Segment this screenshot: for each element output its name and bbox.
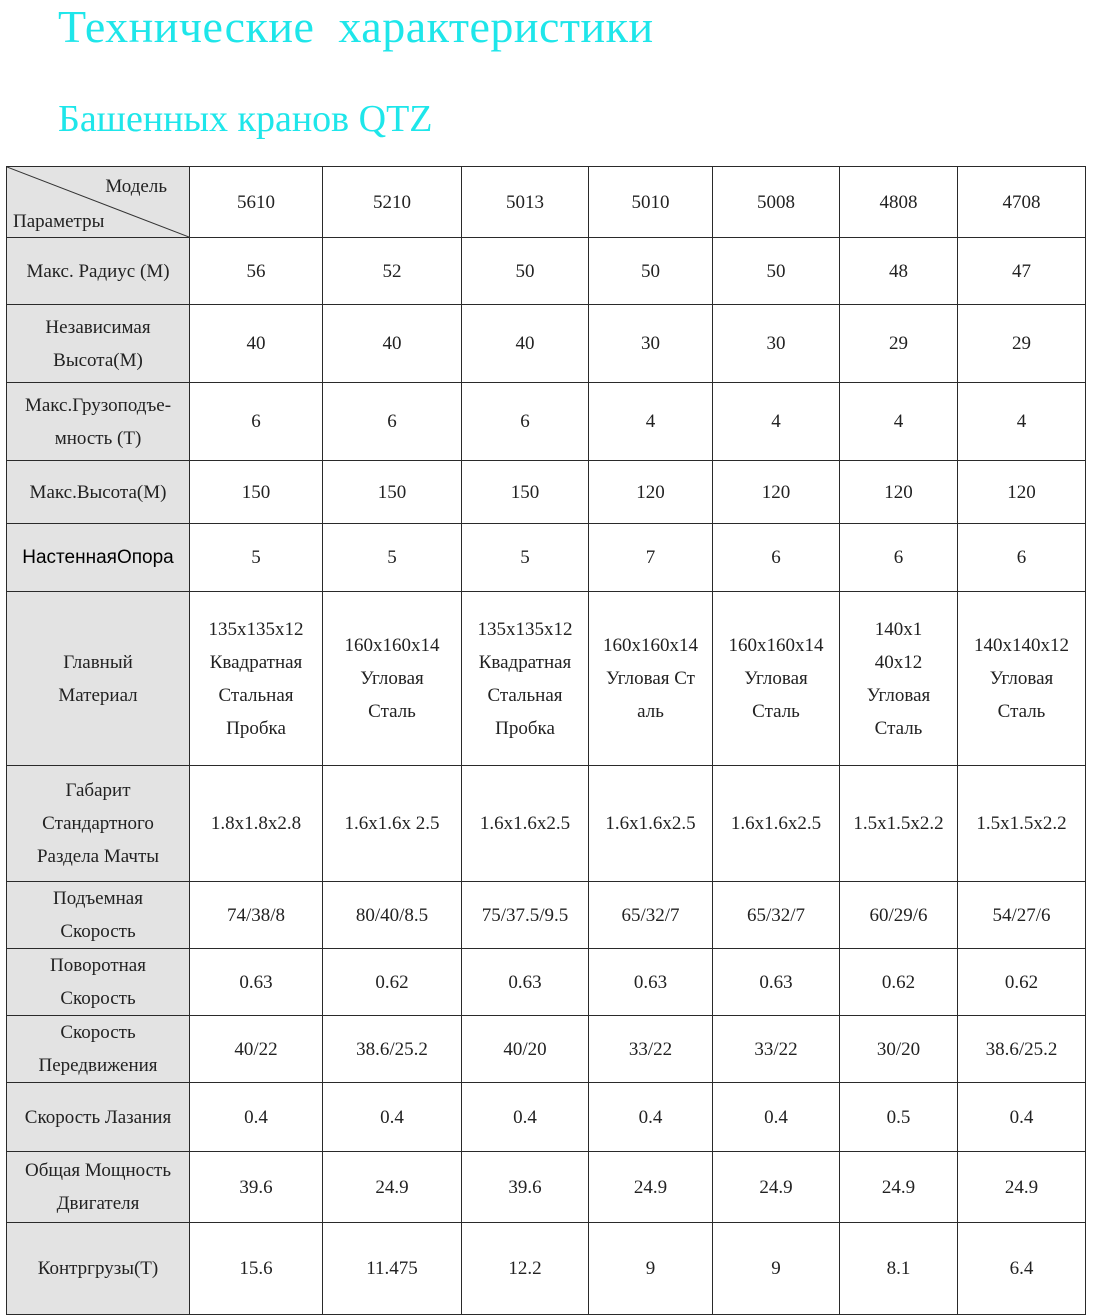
table-cell: 40/20 [462,1016,589,1083]
table-cell: 40 [323,305,462,383]
table-cell: 24.9 [840,1152,958,1223]
corner-params-label: Параметры [13,211,105,232]
table-cell: 80/40/8.5 [323,882,462,949]
table-cell: 0.4 [462,1083,589,1152]
table-cell: 40 [462,305,589,383]
table-cell: 160x160x14 Угловая Ст аль [589,592,713,766]
table-cell: 6 [840,524,958,592]
table-cell: 150 [462,461,589,524]
table-cell: 140x140x12 Угловая Сталь [958,592,1086,766]
table-cell: 6 [323,383,462,461]
table-cell: 150 [323,461,462,524]
table-row [7,592,1086,766]
table-cell: 65/32/7 [589,882,713,949]
table-cell: 135x135x12 Квадратная Стальная Пробка [190,592,323,766]
param-label: Макс. Радиус (М) [7,238,190,305]
table-row [7,461,1086,524]
param-label: Скорость Лазания [7,1083,190,1152]
model-header: 4708 [958,167,1086,238]
table-row [7,238,1086,305]
table-cell: 140x1 40x12 Угловая Сталь [840,592,958,766]
table-cell: 120 [958,461,1086,524]
table-cell: 1.6x1.6x2.5 [713,766,840,882]
table-cell: 30 [589,305,713,383]
corner-cell [7,167,190,238]
table-cell: 0.4 [713,1083,840,1152]
table-cell: 0.62 [323,949,462,1016]
table-cell: 0.4 [323,1083,462,1152]
table-cell: 0.62 [958,949,1086,1016]
table-cell: 48 [840,238,958,305]
table-cell: 1.6x1.6x2.5 [589,766,713,882]
table-cell: 50 [713,238,840,305]
table-cell: 135x135x12 Квадратная Стальная Пробка [462,592,589,766]
param-label: Независимая Высота(М) [7,305,190,383]
table-cell: 4 [840,383,958,461]
table-cell: 47 [958,238,1086,305]
table-cell: 39.6 [462,1152,589,1223]
table-row [7,305,1086,383]
table-cell: 54/27/6 [958,882,1086,949]
table-cell: 24.9 [713,1152,840,1223]
table-cell: 11.475 [323,1223,462,1315]
table-cell: 6 [958,524,1086,592]
table-cell: 38.6/25.2 [323,1016,462,1083]
table-cell: 24.9 [958,1152,1086,1223]
table-row [7,882,1086,949]
param-label: НастеннаяОпора [7,524,190,592]
table-cell: 65/32/7 [713,882,840,949]
table-cell: 160x160x14 Угловая Сталь [713,592,840,766]
table-cell: 50 [589,238,713,305]
table-row [7,383,1086,461]
table-cell: 0.63 [190,949,323,1016]
table-cell: 39.6 [190,1152,323,1223]
model-header: 4808 [840,167,958,238]
table-cell: 24.9 [323,1152,462,1223]
table-cell: 9 [589,1223,713,1315]
table-cell: 6.4 [958,1223,1086,1315]
table-cell: 74/38/8 [190,882,323,949]
table-cell: 0.5 [840,1083,958,1152]
table-cell: 24.9 [589,1152,713,1223]
table-cell: 30 [713,305,840,383]
table-cell: 33/22 [589,1016,713,1083]
table-cell: 33/22 [713,1016,840,1083]
table-cell: 0.63 [462,949,589,1016]
table-cell: 6 [190,383,323,461]
table-cell: 8.1 [840,1223,958,1315]
header-row [7,167,1086,238]
param-label: Главный Материал [7,592,190,766]
page-subtitle: Башенных кранов QTZ [58,98,433,140]
table-cell: 40/22 [190,1016,323,1083]
table-row [7,766,1086,882]
table-row [7,1223,1086,1315]
table-row [7,1152,1086,1223]
table-cell: 5 [462,524,589,592]
table-cell: 4 [589,383,713,461]
table-cell: 29 [840,305,958,383]
table-cell: 1.5x1.5x2.2 [840,766,958,882]
corner-model-label: Модель [105,176,167,197]
param-label: Скорость Передвижения [7,1016,190,1083]
table-cell: 6 [713,524,840,592]
table-cell: 160x160x14 Угловая Сталь [323,592,462,766]
table-cell: 4 [713,383,840,461]
table-cell: 30/20 [840,1016,958,1083]
table-cell: 4 [958,383,1086,461]
param-label: Макс.Высота(М) [7,461,190,524]
table-cell: 29 [958,305,1086,383]
table-cell: 15.6 [190,1223,323,1315]
specs-table [6,166,1086,1315]
model-header: 5210 [323,167,462,238]
table-row [7,1016,1086,1083]
table-cell: 120 [713,461,840,524]
model-header: 5610 [190,167,323,238]
table-cell: 120 [589,461,713,524]
param-label: Поворотная Скорость [7,949,190,1016]
table-cell: 5 [323,524,462,592]
table-cell: 0.62 [840,949,958,1016]
table-row [7,524,1086,592]
table-cell: 0.4 [958,1083,1086,1152]
model-header: 5008 [713,167,840,238]
model-header: 5010 [589,167,713,238]
table-cell: 50 [462,238,589,305]
table-cell: 0.4 [589,1083,713,1152]
param-label: Контргрузы(Т) [7,1223,190,1315]
table-cell: 5 [190,524,323,592]
table-cell: 0.4 [190,1083,323,1152]
table-cell: 1.8x1.8x2.8 [190,766,323,882]
table-cell: 1.6x1.6x 2.5 [323,766,462,882]
table-cell: 40 [190,305,323,383]
table-cell: 7 [589,524,713,592]
table-cell: 120 [840,461,958,524]
model-header: 5013 [462,167,589,238]
table-cell: 150 [190,461,323,524]
table-row [7,949,1086,1016]
param-label: Общая Мощность Двигателя [7,1152,190,1223]
table-cell: 56 [190,238,323,305]
table-cell: 1.5x1.5x2.2 [958,766,1086,882]
table-cell: 6 [462,383,589,461]
table-cell: 75/37.5/9.5 [462,882,589,949]
table-cell: 38.6/25.2 [958,1016,1086,1083]
table-row [7,1083,1086,1152]
param-label: Габарит Стандартного Раздела Мачты [7,766,190,882]
table-cell: 12.2 [462,1223,589,1315]
table-cell: 52 [323,238,462,305]
param-label: Подъемная Скорость [7,882,190,949]
table-cell: 9 [713,1223,840,1315]
page-title: Технические характеристики [58,1,654,52]
table-cell: 1.6x1.6x2.5 [462,766,589,882]
param-label: Макс.Грузоподъе- мность (Т) [7,383,190,461]
table-cell: 0.63 [589,949,713,1016]
table-cell: 60/29/6 [840,882,958,949]
table-cell: 0.63 [713,949,840,1016]
